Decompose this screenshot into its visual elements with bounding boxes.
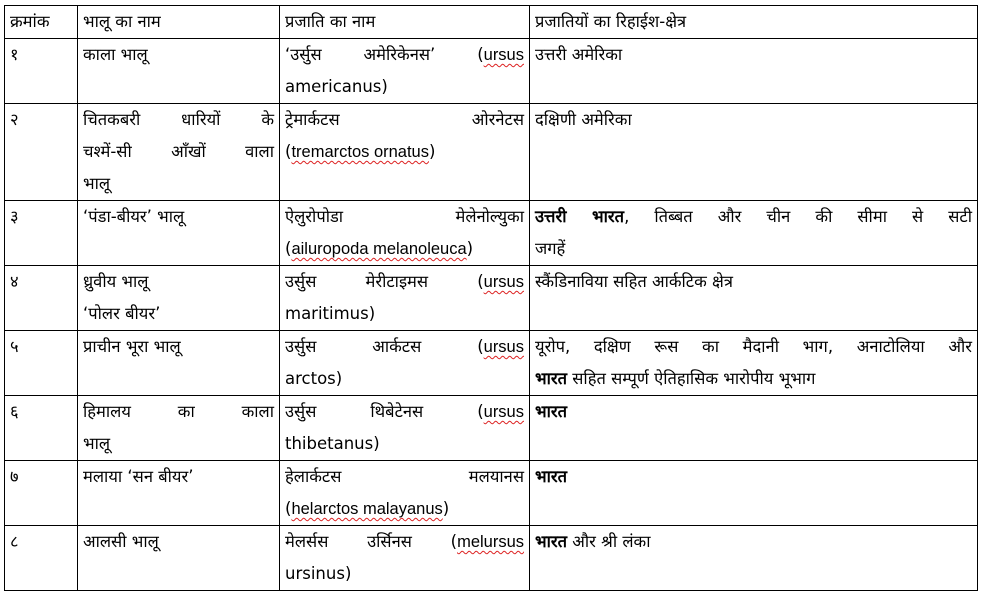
species-latin-genus: melursus bbox=[457, 533, 525, 551]
species-hindi: ऐलुरोपोडा मेलेनोल्युका bbox=[285, 207, 524, 226]
species-latin-epithet: maritimus bbox=[285, 304, 369, 323]
species-latin-epithet: arctos bbox=[285, 369, 336, 388]
bear-species-table bbox=[4, 5, 978, 591]
habitat-text: उत्तरी अमेरिका bbox=[535, 45, 623, 64]
cell-species-name bbox=[280, 331, 530, 396]
cell-habitat bbox=[530, 104, 978, 201]
table-row bbox=[5, 266, 978, 331]
cell-habitat bbox=[530, 331, 978, 396]
species-latin-line: arctos) bbox=[285, 369, 343, 388]
species-latin-line bbox=[285, 71, 524, 103]
cell-habitat bbox=[530, 526, 978, 591]
cell-habitat bbox=[530, 39, 978, 104]
species-latin-line: maritimus) bbox=[285, 304, 376, 323]
cell-habitat bbox=[530, 396, 978, 461]
species-hindi-line: उर्सुस थिबेटेनस (ursus bbox=[285, 402, 524, 421]
table-row bbox=[5, 526, 978, 591]
species-hindi: उर्सुस आर्कटस bbox=[285, 337, 422, 356]
species-latin-epithet: americanus bbox=[285, 77, 382, 96]
species-latin-epithet: thibetanus bbox=[285, 434, 374, 453]
cell-habitat bbox=[530, 266, 978, 331]
bear-name-line: ‘पोलर बीयर’ bbox=[83, 304, 161, 323]
species-latin-genus: ursus bbox=[483, 273, 524, 291]
species-latin-line: thibetanus) bbox=[285, 434, 380, 453]
cell-serial-number: ४ bbox=[5, 266, 78, 331]
species-latin-line: (helarctos malayanus) bbox=[285, 499, 450, 518]
cell-bear-name bbox=[78, 526, 280, 591]
cell-bear-name bbox=[78, 266, 280, 331]
table-header-row bbox=[5, 6, 978, 39]
cell-serial-number: ५ bbox=[5, 331, 78, 396]
cell-species-name bbox=[280, 461, 530, 526]
species-hindi: उर्सुस मेरीटाइमस bbox=[285, 272, 429, 291]
species-hindi: ट्रेमार्कटस ओरनेटस bbox=[285, 110, 524, 129]
habitat-bold-text: भारत bbox=[535, 369, 568, 388]
species-hindi-line: मेलर्सस उर्सिनस (melursus bbox=[285, 532, 525, 551]
cell-bear-name bbox=[78, 201, 280, 266]
bear-name-line: भालू bbox=[83, 434, 111, 453]
cell-species-name bbox=[280, 39, 530, 104]
species-latin: ailuropoda melanoleuca bbox=[291, 240, 467, 258]
bear-name-line: चश्में-सी आँखों वाला bbox=[83, 142, 274, 161]
species-paren-open: ( bbox=[477, 45, 484, 64]
cell-species-name bbox=[280, 104, 530, 201]
species-hindi: ‘उर्सुस अमेरिकेनस’ bbox=[285, 45, 436, 64]
species-latin-line: (ailuropoda melanoleuca) bbox=[285, 239, 474, 258]
cell-habitat bbox=[530, 461, 978, 526]
species-hindi: उर्सुस थिबेटेनस bbox=[285, 402, 424, 421]
species-hindi-line: उर्सुस आर्कटस (ursus bbox=[285, 337, 524, 356]
species-hindi: हेलार्कटस मलयानस bbox=[285, 467, 524, 486]
cell-bear-name bbox=[78, 104, 280, 201]
species-latin: tremarctos ornatus bbox=[291, 143, 429, 161]
bear-name-line: ध्रुवीय भालू bbox=[83, 272, 149, 291]
cell-serial-number: २ bbox=[5, 104, 78, 201]
bear-name-line: प्राचीन भूरा भालू bbox=[83, 337, 181, 356]
cell-serial-number: ८ bbox=[5, 526, 78, 591]
cell-bear-name bbox=[78, 396, 280, 461]
habitat-text: , तिब्बत और चीन की सीमा से सटी bbox=[624, 207, 972, 226]
species-latin: helarctos malayanus bbox=[291, 500, 443, 518]
bear-name-line: भालू bbox=[83, 174, 111, 193]
habitat-line-2 bbox=[535, 363, 972, 395]
species-latin-line: (tremarctos ornatus) bbox=[285, 142, 436, 161]
habitat-line bbox=[535, 526, 972, 558]
bear-name-line: आलसी भालू bbox=[83, 532, 159, 551]
cell-species-name bbox=[280, 396, 530, 461]
species-latin-genus: ursus bbox=[483, 338, 524, 356]
cell-species-name bbox=[280, 526, 530, 591]
habitat-text: स्कैंडिनाविया सहित आर्कटिक क्षेत्र bbox=[535, 272, 733, 291]
cell-species-name bbox=[280, 201, 530, 266]
header-serial-number: क्रमांक bbox=[5, 6, 78, 39]
species-latin-epithet: ursinus bbox=[285, 564, 345, 583]
cell-species-name bbox=[280, 266, 530, 331]
cell-serial-number: ३ bbox=[5, 201, 78, 266]
habitat-text: दक्षिणी अमेरिका bbox=[535, 110, 632, 129]
cell-bear-name bbox=[78, 461, 280, 526]
cell-bear-name bbox=[78, 331, 280, 396]
species-paren-close: ) bbox=[381, 77, 388, 96]
habitat-line-2: जगहें bbox=[535, 239, 566, 258]
habitat-text: सहित सम्पूर्ण ऐतिहासिक भारोपीय भूभाग bbox=[567, 369, 816, 388]
habitat-line bbox=[535, 201, 972, 233]
cell-serial-number: ६ bbox=[5, 396, 78, 461]
header-habitat: प्रजातियों का रिहाईश-क्षेत्र bbox=[530, 6, 978, 39]
bear-name-line: काला भालू bbox=[83, 45, 148, 64]
cell-serial-number: ७ bbox=[5, 461, 78, 526]
cell-habitat bbox=[530, 201, 978, 266]
species-latin-genus: ursus bbox=[483, 46, 524, 64]
habitat-bold-text: भारत bbox=[535, 532, 568, 551]
habitat-line: यूरोप, दक्षिण रूस का मैदानी भाग, अनाटोलिया और bbox=[535, 337, 972, 356]
cell-serial-number: १ bbox=[5, 39, 78, 104]
cell-bear-name bbox=[78, 39, 280, 104]
species-hindi: मेलर्सस उर्सिनस bbox=[285, 532, 412, 551]
header-species-name: प्रजाति का नाम bbox=[280, 6, 530, 39]
habitat-bold-text: भारत bbox=[535, 467, 568, 486]
bear-name-line: हिमालय का काला bbox=[83, 402, 274, 421]
bear-name-line: चितकबरी धारियों के bbox=[83, 110, 274, 129]
bear-name-line: ‘पंडा-बीयर’ भालू bbox=[83, 207, 185, 226]
species-latin-genus: ursus bbox=[483, 403, 524, 421]
habitat-bold-text: उत्तरी भारत bbox=[535, 207, 625, 226]
table-row bbox=[5, 104, 978, 201]
table-row bbox=[5, 331, 978, 396]
table-row bbox=[5, 461, 978, 526]
species-hindi-line bbox=[285, 39, 524, 71]
habitat-bold-text: भारत bbox=[535, 402, 568, 421]
bear-name-line: मलाया ‘सन बीयर’ bbox=[83, 467, 194, 486]
species-hindi-line: उर्सुस मेरीटाइमस (ursus bbox=[285, 272, 524, 291]
table-row bbox=[5, 396, 978, 461]
header-bear-name: भालू का नाम bbox=[78, 6, 280, 39]
table-row bbox=[5, 39, 978, 104]
habitat-text: और श्री लंका bbox=[567, 532, 651, 551]
species-latin-line: ursinus) bbox=[285, 564, 352, 583]
table-row bbox=[5, 201, 978, 266]
